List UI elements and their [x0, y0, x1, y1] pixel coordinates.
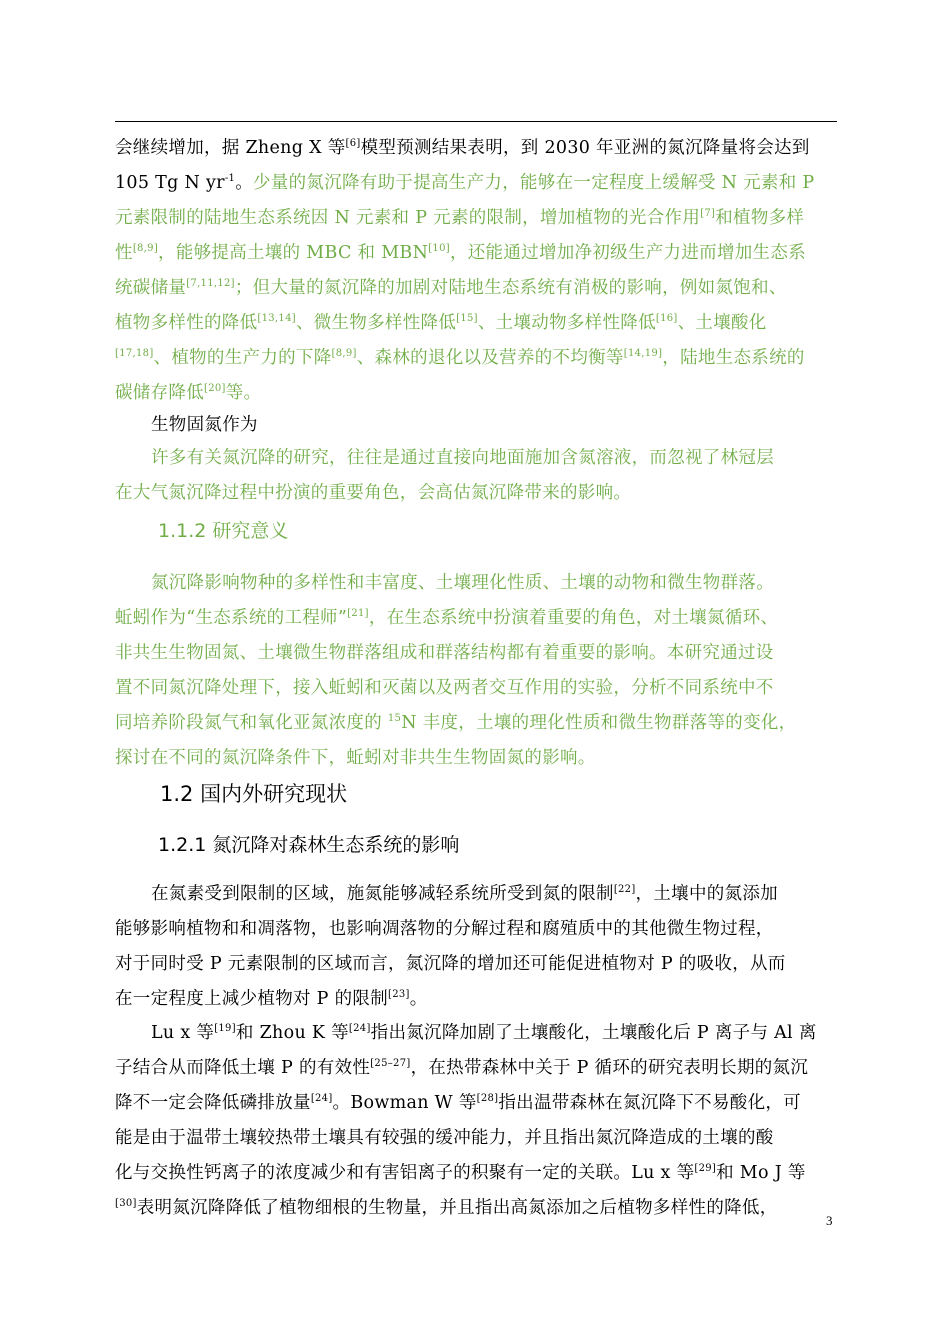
text-line: 在一定程度上减少植物对 P 的限制[23]。: [115, 989, 428, 1009]
page-number: 3: [826, 1213, 833, 1228]
text-line: 探讨在不同的氮沉降条件下，蚯蚓对非共生生物固氮的影响。: [115, 748, 596, 768]
text-line: 蚯蚓作为“生态系统的工程师”[21]，在生态系统中扮演着重要的角色，对土壤氮循环、: [115, 608, 779, 628]
paragraph-biological-fixation: [115, 408, 837, 443]
text-line: 对于同时受 P 元素限制的区域而言，氮沉降的增加还可能促进植物对 P 的吸收，从而: [115, 954, 786, 974]
text-line: 降不一定会降低磷排放量[24]。Bowman W 等[28]指出温带森林在氮沉降下不易酸化，可: [115, 1093, 801, 1113]
section-heading-research-significance: 1.1.2 研究意义: [158, 520, 289, 542]
text-line: 氮沉降影响物种的多样性和丰富度、土壤理化性质、土壤的动物和微生物群落。: [151, 573, 774, 593]
paragraph-research-significance: [115, 566, 837, 776]
text-line: 碳储存降低[20]等。: [115, 383, 262, 403]
text-line: 性[8,9]，能够提高土壤的 MBC 和 MBN[10]，还能通过增加净初级生产力进而增加生态系: [115, 243, 806, 263]
text-line: 化与交换性钙离子的浓度减少和有害铝离子的积聚有一定的关联。Lu x 等[29]和 Mo J 等: [115, 1163, 806, 1183]
text-line: 子结合从而降低土壤 P 的有效性[25–27]，在热带森林中关于 P 循环的研究表明长期的氮沉: [115, 1058, 809, 1078]
text-line: 置不同氮沉降处理下，接入蚯蚓和灭菌以及两者交互作用的实验，分析不同系统中不: [115, 678, 774, 698]
text-line: 能是由于温带土壤较热带土壤具有较强的缓冲能力，并且指出氮沉降造成的土壤的酸: [115, 1128, 774, 1148]
text-line: 在氮素受到限制的区域，施氮能够减轻系统所受到氮的限制[22]，土壤中的氮添加: [151, 884, 778, 904]
header-rule: [115, 121, 837, 122]
text-line: 105 Tg N $yr^{-1}$。少量的氮沉降有助于提高生产力，能够在一定程度上缓解受 N 元素和 P: [115, 173, 815, 193]
text-line: 统碳储量[7,11,12]；但大量的氮沉降的加剧对陆地生态系统有消极的影响，例如氮饱和、: [115, 278, 787, 298]
text-line: [17,18]、植物的生产力的下降[8,9]、森林的退化以及营养的不均衡等[14,19]，陆地生态系统的: [115, 348, 805, 368]
section-heading-forest-ecosystem: 1.2.1 氮沉降对森林生态系统的影响: [158, 834, 460, 856]
text-line: 许多有关氮沉降的研究，往往是通过直接向地面施加含氮溶液，而忽视了林冠层: [151, 448, 774, 468]
text-line: 元素限制的陆地生态系统因 N 元素和 P 元素的限制，增加植物的光合作用[7]和植物多样: [115, 208, 805, 228]
section-heading-research-status: 1.2 国内外研究现状: [160, 782, 348, 806]
text-line: 同培养阶段氮气和氧化亚氮浓度的 $^{15}$N 丰度，土壤的理化性质和微生物群落等的变化，: [115, 713, 797, 733]
paragraph-nitrogen-deposition-effects: [115, 131, 837, 411]
paragraph-nitrogen-limitation: [115, 877, 837, 1017]
paragraph-soil-acidification: [115, 1016, 837, 1226]
text-line: 能够影响植物和和凋落物，也影响凋落物的分解过程和腐殖质中的其他微生物过程，: [115, 919, 774, 939]
text-line: 非共生生物固氮、土壤微生物群落组成和群落结构都有着重要的影响。本研究通过设: [115, 643, 774, 663]
text-line: Lu x 等[19]和 Zhou K 等[24]指出氮沉降加剧了土壤酸化，土壤酸化后 P 离子与 Al 离: [151, 1023, 817, 1043]
text-line: 植物多样性的降低[13,14]、微生物多样性降低[15]、土壤动物多样性降低[16]、土壤酸化: [115, 313, 767, 333]
paragraph-canopy-role: [115, 441, 837, 511]
text-line: 生物固氮作为: [151, 415, 258, 435]
text-line: 在大气氮沉降过程中扮演的重要角色，会高估氮沉降带来的影响。: [115, 483, 632, 503]
text-line: 会继续增加，据 Zheng X 等[6]模型预测结果表明，到 2030 年亚洲的氮沉降量将会达到: [115, 138, 810, 158]
text-line: [30]表明氮沉降降低了植物细根的生物量，并且指出高氮添加之后植物多样性的降低，: [115, 1198, 778, 1218]
